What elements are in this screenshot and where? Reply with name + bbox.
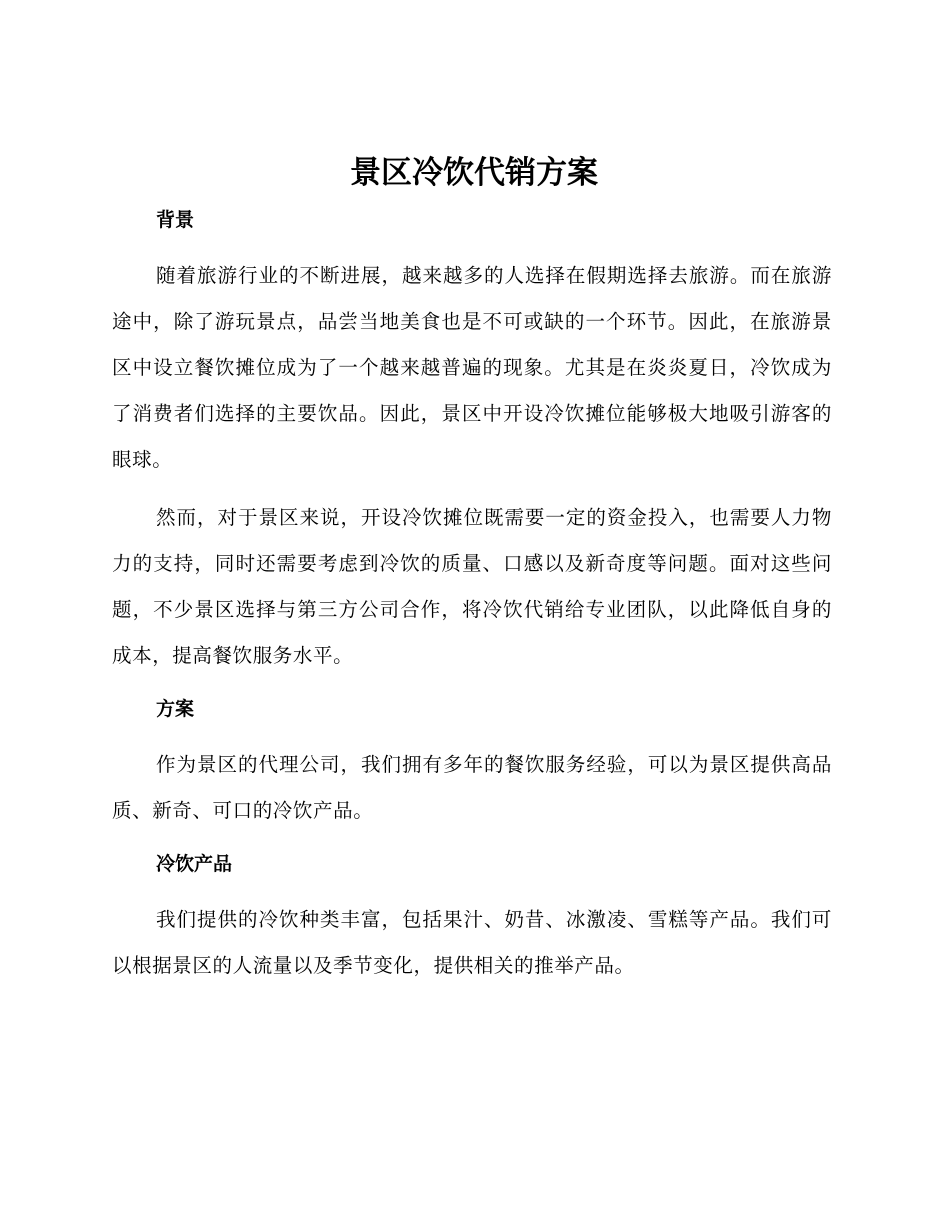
section-heading-plan: 方案 [156,698,195,720]
paragraph-background-2: 然而，对于景区来说，开设冷饮摊位既需要一定的资金投入，也需要人力物力的支持，同时还需要考虑到冷饮的质量、口感以及新奇度等问题。面对这些问题，不少景区选择与第三方公司合作，将冷饮代销给专业团队，以此降低自身的成本，提高餐饮服务水平。 [112,506,832,667]
paragraph-plan: 作为景区的代理公司，我们拥有多年的餐饮服务经验，可以为景区提供高品质、新奇、可口的冷饮产品。 [112,753,832,822]
paragraph-background-1: 随着旅游行业的不断进展，越来越多的人选择在假期选择去旅游。而在旅游途中，除了游玩景点，品尝当地美食也是不可或缺的一个环节。因此，在旅游景区中设立餐饮摊位成为了一个越来越普遍的现象。尤其是在炎炎夏日，冷饮成为了消费者们选择的主要饮品。因此，景区中开设冷饮摊位能够极大地吸引游客的眼球。 [112,264,832,471]
paragraph-products: 我们提供的冷饮种类丰富，包括果汁、奶昔、冰激凌、雪糕等产品。我们可以根据景区的人流量以及季节变化，提供相关的推举产品。 [112,908,832,977]
section-heading-products: 冷饮产品 [156,853,233,875]
document-title: 景区冷饮代销方案 [350,155,598,191]
section-heading-background: 背景 [156,209,195,231]
document-page [112,148,832,989]
